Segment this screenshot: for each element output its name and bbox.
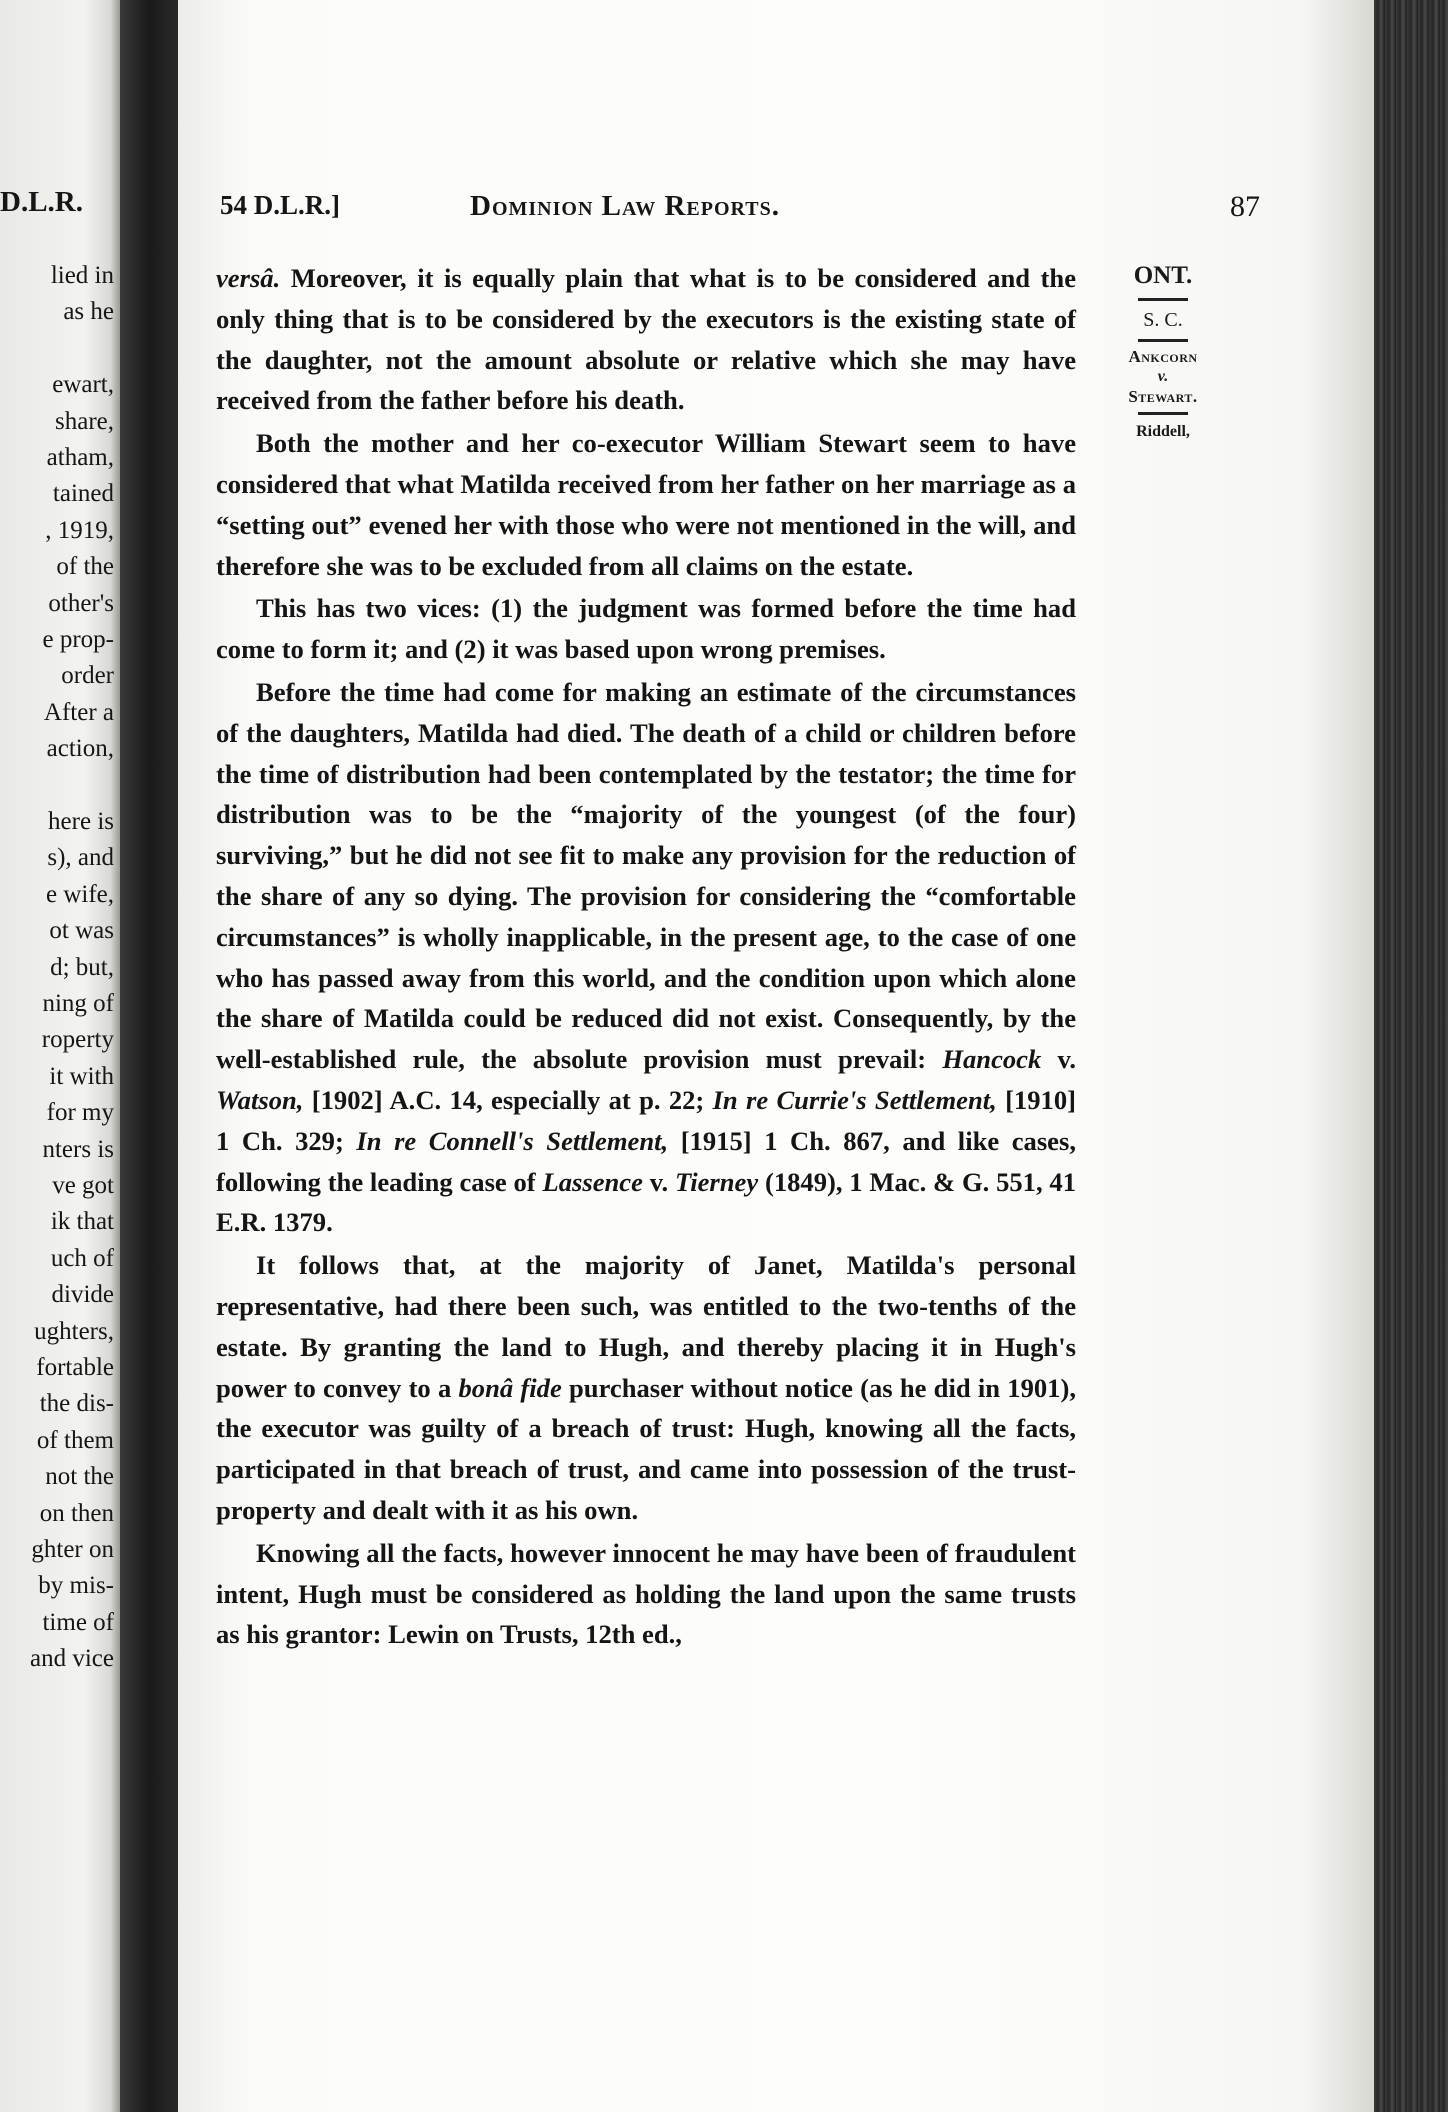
court: S. C. [1143, 309, 1183, 331]
facing-page-line: not the [45, 1463, 114, 1491]
facing-page-line: e wife, [45, 880, 114, 908]
book-page [178, 0, 1374, 2112]
running-head [220, 190, 1260, 230]
facing-page-line: ewart, [52, 371, 114, 399]
text-run: [1910] 1 Ch. 329; [216, 1084, 1076, 1156]
text-run: [1915] 1 Ch. 867, and like cases, following the leading case of [216, 1125, 1076, 1197]
facing-page-line: on then [39, 1499, 114, 1527]
paragraph: This has two vices: (1) the judgment was formed before the time had come to form it; and (2) it was based upon wrong premises. [216, 593, 1076, 665]
facing-page-line: ve got [52, 1172, 114, 1199]
text-run: v. [642, 1166, 675, 1197]
facing-page-line: of them [36, 1426, 114, 1454]
case-name: Tierney [674, 1166, 759, 1197]
facing-page-line: roperty [41, 1026, 114, 1054]
paragraph [216, 1245, 1076, 1531]
case-name: In re Currie's Settlement, [712, 1084, 997, 1115]
case-name: Watson, [216, 1084, 304, 1115]
facing-page-fragment [0, 0, 120, 2112]
body-text [216, 258, 1076, 1655]
text-run: v. [1041, 1044, 1076, 1075]
facing-page-line: of the [56, 553, 114, 581]
text-run: (1849), 1 Mac. & G. 551, 41 E.R. 1379. [216, 1166, 1076, 1238]
facing-page-line: ghter on [31, 1536, 114, 1563]
case-sidenote [1088, 258, 1238, 445]
facing-page-line: s), and [47, 844, 114, 872]
versus: v. [1157, 368, 1169, 385]
paragraph: Both the mother and her co-executor William Stewart seem to have considered that what Matilda received from her father on her marriage as a “setting out” evened her with those who were not mentioned in the will, and therefore she was to be excluded from all claims on the estate. [216, 428, 1076, 581]
text-run: It follows that, at the majority of Janet, Matilda's personal representative, had there been such, was entitled to the two-tenths of the estate. By granting the land to Hugh, and thereby placing it in Hugh's power to convey to a [216, 1250, 1076, 1403]
text-run: Before the time had come for making an estimate of the circumstances of the daughters, Matilda had died. The death of a child or children before the time of distribution had been contemplated by the testator; the time for distribution was to be the “majority of the youngest (of the four) surviving,” but he did not see fit to make any provision for the reduction of the share of any so dying. The provision for considering the “comfortable circumstances” is wholly inapplicable, in the present age, to the case of one who has passed away from this world, and the condition upon which alone the share of Matilda could be reduced did not exist. Consequently, by the well-established rule, the absolute provision must prevail: [216, 676, 1076, 1075]
party-plaintiff: Ankcorn [1128, 347, 1198, 366]
facing-page-line: divide [51, 1281, 114, 1309]
facing-page-line: for my [46, 1099, 114, 1127]
facing-page-line: the dis- [39, 1390, 114, 1418]
facing-page-line: d; but, [50, 953, 114, 981]
facing-page-line: tained [52, 480, 114, 508]
facing-page-line: ning of [42, 990, 114, 1017]
facing-page-line: order [61, 662, 114, 690]
facing-page-line: by mis- [38, 1572, 114, 1600]
party-defendant: Stewart. [1128, 387, 1198, 406]
facing-page-line: lied in [50, 262, 114, 289]
book-gutter [120, 0, 178, 2112]
facing-page-line: ughters, [34, 1317, 114, 1345]
judge-name: Riddell, [1136, 423, 1190, 440]
facing-page-line: e prop- [42, 626, 114, 653]
case-name: In re Connell's Settlement, [356, 1125, 669, 1156]
facing-page-line: here is [48, 808, 114, 835]
page-edges [1374, 0, 1448, 2112]
facing-page-line: other's [48, 589, 114, 617]
text-run: [1902] A.C. 14, especially at p. 22; [303, 1084, 713, 1115]
paragraph [216, 672, 1076, 1243]
publication-title: Dominion Law Reports. [470, 190, 780, 222]
facing-page-line: as he [63, 298, 114, 326]
facing-page-line: , 1919, [45, 516, 114, 544]
text-run: purchaser without notice (as he did in 1901), the executor was guilty of a breach of trust: Hugh, knowing all the facts, participated in that breach of trust, and came into possession of the trust-property and dealt with it as his own. [216, 1372, 1076, 1525]
paragraph [216, 258, 1076, 421]
facing-page-line: time of [42, 1608, 114, 1636]
facing-page-line: it with [49, 1062, 114, 1090]
jurisdiction: ONT. [1133, 262, 1193, 289]
facing-page-line: fortable [36, 1354, 114, 1381]
italic-term: bonâ fide [458, 1372, 562, 1403]
page-number: 87 [1230, 190, 1260, 223]
facing-page-line: atham, [46, 444, 114, 471]
facing-page-line: and vice [30, 1645, 114, 1673]
facing-page-header: D.L.R. [0, 186, 83, 218]
case-name: Hancock [942, 1044, 1042, 1075]
divider [1138, 298, 1188, 301]
volume-reference: 54 D.L.R.] [220, 190, 340, 220]
facing-page-line: nters is [42, 1135, 114, 1163]
facing-page-line: share, [55, 407, 114, 435]
paragraph: Knowing all the facts, however innocent he may have been of fraudulent intent, Hugh must be considered as holding the land upon the same trusts as his grantor: Lewin on Trusts, 12th ed., [216, 1537, 1076, 1650]
facing-page-line: action, [46, 735, 114, 763]
facing-page-line: ot was [49, 917, 114, 945]
facing-page-line: After a [43, 698, 114, 726]
divider [1138, 412, 1188, 415]
case-name: Lassence [542, 1166, 643, 1197]
divider [1138, 339, 1188, 342]
text-run: Moreover, it is equally plain that what is to be considered and the only thing that is to be considered by the executors is the existing state of the daughter, not the amount absolute or relative which she may have received from the father before his death. [216, 263, 1076, 416]
facing-page-line: uch of [50, 1244, 114, 1272]
facing-page-line: ik that [50, 1208, 114, 1236]
italic-term: versâ. [216, 263, 281, 293]
